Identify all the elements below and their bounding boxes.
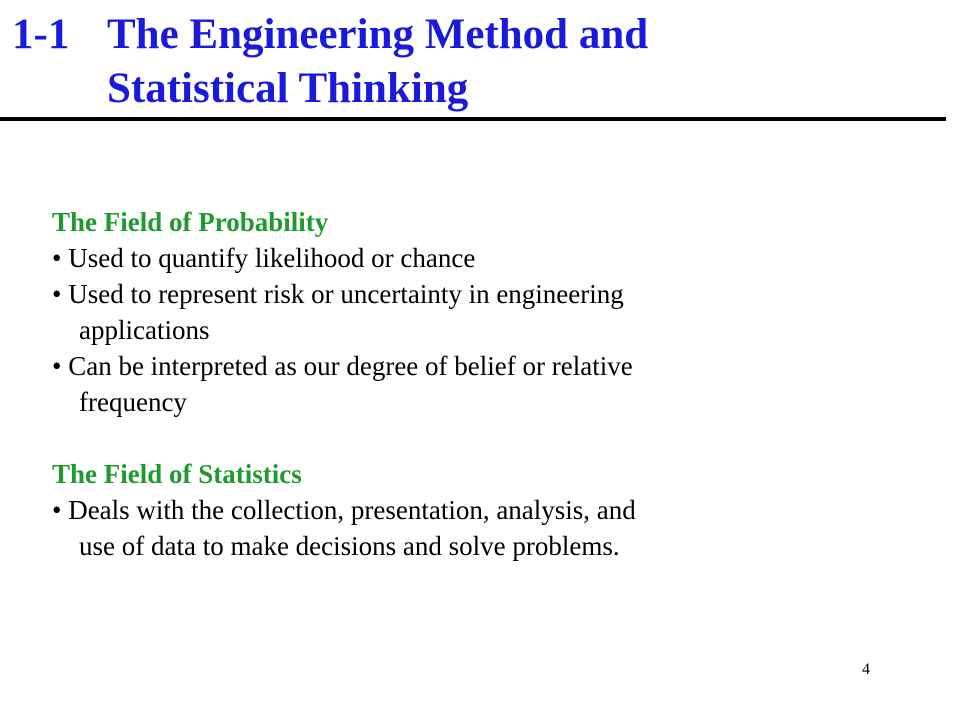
section-number: 1-1 <box>12 11 70 58</box>
probability-bullet-3-continued: frequency <box>79 387 187 417</box>
probability-heading: The Field of Probability <box>52 207 329 237</box>
slide-title-line-2: Statistical Thinking <box>107 65 469 112</box>
slide-title-line-1: The Engineering Method and <box>107 11 649 58</box>
slide-header <box>0 0 960 124</box>
probability-bullet-3: • Can be interpreted as our degree of belief or relative <box>52 351 633 381</box>
probability-bullet-2-continued: applications <box>79 315 210 345</box>
statistics-bullet-1: • Deals with the collection, presentation, analysis, and <box>52 495 636 525</box>
slide-body <box>52 204 932 564</box>
slide-title <box>107 8 648 116</box>
section-spacer <box>52 420 932 456</box>
statistics-heading: The Field of Statistics <box>52 459 302 489</box>
probability-bullet-2: • Used to represent risk or uncertainty in engineering <box>52 279 624 309</box>
statistics-bullet-1-continued: use of data to make decisions and solve problems. <box>79 531 620 561</box>
title-divider <box>0 117 946 121</box>
probability-bullet-1: • Used to quantify likelihood or chance <box>52 243 476 273</box>
page-number: 4 <box>862 661 870 678</box>
